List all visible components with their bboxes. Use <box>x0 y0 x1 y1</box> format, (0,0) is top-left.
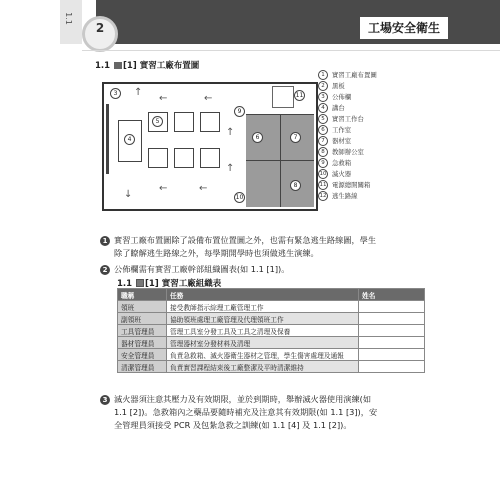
table-row: 安全管理員 負責急救箱、滅火器衛生器材之管理，學生傷害處理及通報 <box>118 349 425 361</box>
paragraph-2: 公佈欄需有實習工廠幹部組織圖表(如 1.1 [1])。 <box>114 264 290 274</box>
escape-arrow-icon: ↑ <box>134 87 143 98</box>
table-caption: 實習工廠組織表 <box>161 279 222 289</box>
plan-marker: 4 <box>124 134 135 145</box>
legend-item: 5 實習工作台 <box>318 114 364 124</box>
legend-item: 10 滅火器 <box>319 170 352 178</box>
floor-plan <box>102 82 318 211</box>
plan-marker: 7 <box>290 132 301 143</box>
workbench <box>200 112 220 132</box>
chapter-number: 2 <box>95 21 105 35</box>
paragraph-3: 滅火器須注意其壓力及有效期限，並於到期時，舉辦滅火器使用演練(如 1.1 [2])。急救箱內之藥品要隨時補充及注意其有效期限(如 1.1 [3])，安 全管理員須接受 PCR 及包紮急救之訓練(如 1.1 [4] 及 1.1 [2])。 <box>114 394 378 430</box>
legend-item: 8 教師辦公室 <box>318 147 364 157</box>
plan-marker: 9 <box>234 106 245 117</box>
legend-item: 1 實習工廠布置圖 <box>318 70 377 80</box>
workbench <box>174 112 194 132</box>
escape-arrow-icon: ↑ <box>226 163 235 174</box>
table-number: 1.1 <box>117 279 133 289</box>
plan-marker: 8 <box>290 180 301 191</box>
chapter-badge: 工場安全衛生 <box>360 17 448 39</box>
paragraph-1: 實習工廠布置圖除了設備布置位置圖之外，也需有緊急逃生路線圖，學生 除了瞭解逃生路線之外，每學期開學時也須做逃生演練。 <box>114 235 377 258</box>
legend-item: 9 急救箱 <box>318 158 351 168</box>
figure-ref: [1] <box>123 61 137 71</box>
plan-marker: 11 <box>295 92 304 99</box>
table-row: 工具管理員 管理工具室分發工具及工具之清理及保養 <box>118 325 425 337</box>
table-header-row <box>118 289 425 301</box>
plan-marker: 10 <box>235 194 244 201</box>
plan-marker: 3 <box>110 88 121 99</box>
table-row: 器材管理員 管理器材室分發材料及清理 <box>118 337 425 349</box>
legend-item: 12 逃生路線 <box>319 192 358 200</box>
table-row: 清潔管理員 負責實習課程結束後工廠整潔及平時清潔維持 <box>118 361 425 373</box>
table-ref: [1] <box>145 279 159 289</box>
column-header: 職稱 <box>118 289 167 301</box>
escape-arrow-icon: ← <box>199 183 208 194</box>
plan-marker: 6 <box>252 132 263 143</box>
escape-arrow-icon: ← <box>204 93 213 104</box>
escape-arrow-icon: ← <box>159 183 168 194</box>
escape-arrow-icon: ↓ <box>124 189 133 200</box>
legend-item: 4 講台 <box>318 103 345 113</box>
blackboard <box>106 104 109 174</box>
legend-item: 6 工作室 <box>318 125 351 135</box>
plan-marker: 5 <box>152 116 163 127</box>
escape-arrow-icon: ← <box>159 93 168 104</box>
paragraph-number-badge: 2 <box>100 265 110 275</box>
legend-item: 11 電源總開關箱 <box>319 181 371 189</box>
legend-item: 2 黑板 <box>318 81 345 91</box>
legend-item: 3 公佈欄 <box>318 92 351 102</box>
figure-number: 1.1 <box>95 61 111 71</box>
side-tab-label: 1.1 <box>63 12 73 25</box>
escape-arrow-icon: ↑ <box>226 127 235 138</box>
door <box>272 86 294 108</box>
column-header: 任務 <box>167 289 359 301</box>
workbench <box>148 148 168 168</box>
column-header: 姓名 <box>359 289 425 301</box>
paragraph-number-badge: 1 <box>100 236 110 246</box>
header-divider <box>82 50 500 51</box>
legend-item: 7 器材室 <box>318 136 351 146</box>
table-row: 領班 接受教師指示綜理工廠管理工作 <box>118 301 425 313</box>
figure-caption: 實習工廠布置圖 <box>139 61 200 71</box>
figure-title <box>95 59 199 71</box>
room-wall <box>246 160 314 161</box>
organization-table <box>117 288 425 373</box>
image-icon <box>114 62 122 69</box>
workbench <box>200 148 220 168</box>
table-icon <box>136 279 144 287</box>
workbench <box>174 148 194 168</box>
paragraph-number-badge: 3 <box>100 395 110 405</box>
table-row: 副領班 協助領班處理工廠管理及代理領班工作 <box>118 313 425 325</box>
